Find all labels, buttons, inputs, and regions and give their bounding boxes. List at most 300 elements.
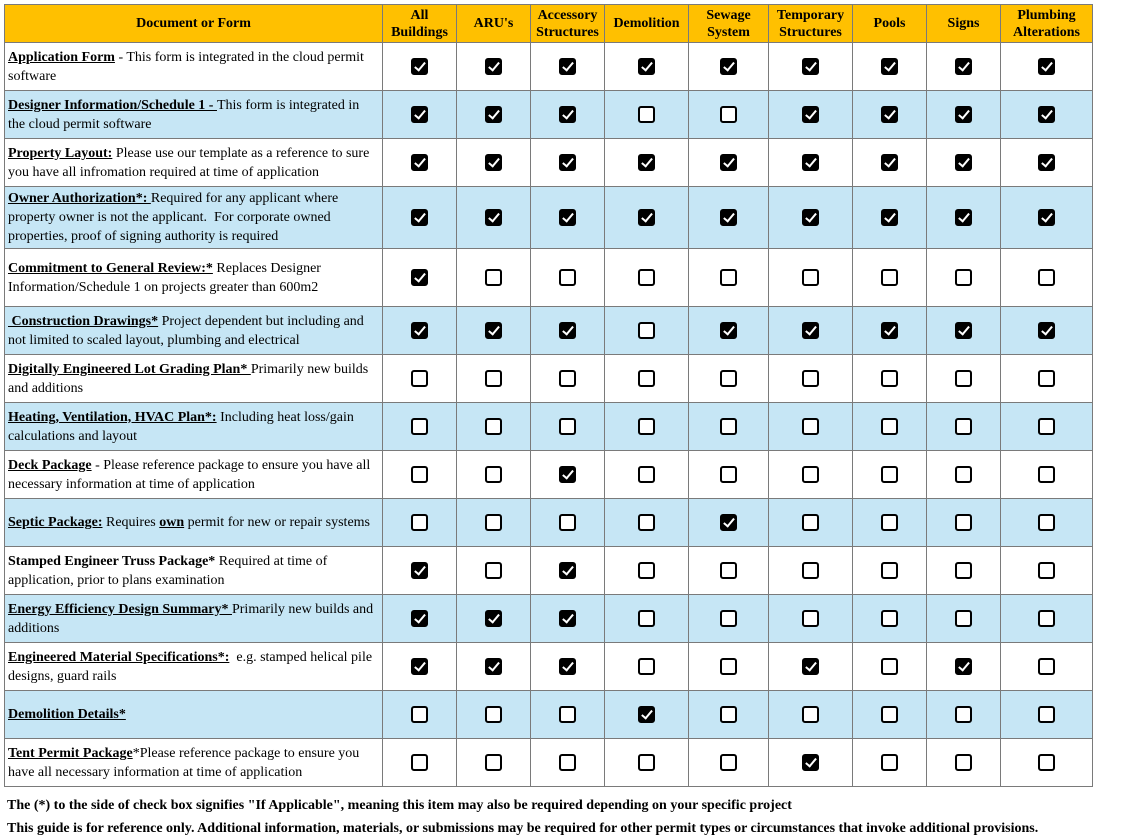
- checked-checkbox[interactable]: [802, 754, 819, 771]
- unchecked-checkbox[interactable]: [638, 658, 655, 675]
- requirement-cell: [769, 595, 853, 643]
- unchecked-checkbox[interactable]: [1038, 269, 1055, 286]
- document-description: Including heat loss/gain calculations and layout: [8, 409, 358, 444]
- checked-checkbox[interactable]: [411, 209, 428, 226]
- requirement-cell: [383, 187, 457, 249]
- checked-checkbox[interactable]: [559, 610, 576, 627]
- unchecked-checkbox[interactable]: [955, 706, 972, 723]
- requirement-cell: [383, 739, 457, 787]
- checked-checkbox[interactable]: [720, 514, 737, 531]
- document-title: Application Form: [8, 49, 115, 65]
- header-permit-type-label: Accessory: [537, 7, 598, 23]
- document-title: own: [159, 515, 185, 530]
- document-title: Energy Efficiency Design Summary*: [8, 601, 232, 617]
- unchecked-checkbox[interactable]: [881, 269, 898, 286]
- requirement-cell: [383, 643, 457, 691]
- unchecked-checkbox[interactable]: [720, 418, 737, 435]
- requirement-cell: [1001, 691, 1093, 739]
- header-permit-type-label: System: [707, 24, 750, 40]
- unchecked-checkbox[interactable]: [955, 370, 972, 387]
- checked-checkbox[interactable]: [485, 106, 502, 123]
- unchecked-checkbox[interactable]: [881, 754, 898, 771]
- unchecked-checkbox[interactable]: [955, 418, 972, 435]
- checked-checkbox[interactable]: [638, 58, 655, 75]
- requirement-cell: [1001, 355, 1093, 403]
- document-title: Commitment to General Review:*: [8, 260, 213, 276]
- table-row: [5, 643, 1093, 691]
- requirement-cell: [689, 355, 769, 403]
- checked-checkbox[interactable]: [559, 58, 576, 75]
- checked-checkbox[interactable]: [720, 209, 737, 226]
- requirement-cell: [853, 307, 927, 355]
- checked-checkbox[interactable]: [955, 658, 972, 675]
- requirement-cell: [769, 187, 853, 249]
- document-name-cell: [5, 307, 383, 355]
- unchecked-checkbox[interactable]: [720, 658, 737, 675]
- checked-checkbox[interactable]: [1038, 58, 1055, 75]
- header-permit-type: [383, 5, 457, 43]
- requirement-cell: [769, 403, 853, 451]
- document-name-cell: [5, 739, 383, 787]
- requirement-cell: [457, 139, 531, 187]
- document-description: Replaces Designer Information/Schedule 1 on projects greater than 600m2: [8, 260, 325, 295]
- checked-checkbox[interactable]: [411, 322, 428, 339]
- unchecked-checkbox[interactable]: [638, 562, 655, 579]
- requirement-cell: [383, 499, 457, 547]
- unchecked-checkbox[interactable]: [485, 706, 502, 723]
- unchecked-checkbox[interactable]: [1038, 610, 1055, 627]
- permit-requirements-table: [4, 4, 1093, 787]
- header-permit-type: [927, 5, 1001, 43]
- unchecked-checkbox[interactable]: [559, 269, 576, 286]
- unchecked-checkbox[interactable]: [411, 370, 428, 387]
- table-row: [5, 547, 1093, 595]
- requirement-cell: [853, 139, 927, 187]
- checked-checkbox[interactable]: [559, 562, 576, 579]
- checked-checkbox[interactable]: [638, 209, 655, 226]
- requirement-cell: [853, 249, 927, 307]
- checked-checkbox[interactable]: [485, 610, 502, 627]
- header-permit-type: [531, 5, 605, 43]
- header-document-or-form: Document or Form: [5, 5, 383, 43]
- table-header-row: [5, 5, 1093, 43]
- unchecked-checkbox[interactable]: [881, 610, 898, 627]
- checked-checkbox[interactable]: [1038, 154, 1055, 171]
- requirement-cell: [531, 249, 605, 307]
- requirement-cell: [383, 249, 457, 307]
- unchecked-checkbox[interactable]: [559, 418, 576, 435]
- requirement-cell: [927, 187, 1001, 249]
- checked-checkbox[interactable]: [411, 610, 428, 627]
- checked-checkbox[interactable]: [802, 58, 819, 75]
- requirement-cell: [605, 739, 689, 787]
- table-row: [5, 403, 1093, 451]
- checked-checkbox[interactable]: [720, 322, 737, 339]
- checked-checkbox[interactable]: [881, 106, 898, 123]
- table-row: [5, 187, 1093, 249]
- unchecked-checkbox[interactable]: [955, 610, 972, 627]
- footnote-if-applicable: The (*) to the side of check box signifies "If Applicable", meaning this item may also be required depending on your specific project: [7, 798, 792, 813]
- checked-checkbox[interactable]: [559, 466, 576, 483]
- unchecked-checkbox[interactable]: [881, 562, 898, 579]
- header-permit-type: [769, 5, 853, 43]
- unchecked-checkbox[interactable]: [955, 269, 972, 286]
- document-name-cell: [5, 187, 383, 249]
- document-description: e.g. stamped helical pile designs, guard rails: [8, 649, 376, 684]
- requirement-cell: [531, 691, 605, 739]
- unchecked-checkbox[interactable]: [955, 562, 972, 579]
- unchecked-checkbox[interactable]: [411, 418, 428, 435]
- unchecked-checkbox[interactable]: [638, 269, 655, 286]
- requirement-cell: [1001, 43, 1093, 91]
- requirement-cell: [605, 43, 689, 91]
- requirement-cell: [853, 451, 927, 499]
- unchecked-checkbox[interactable]: [411, 466, 428, 483]
- unchecked-checkbox[interactable]: [802, 514, 819, 531]
- document-name-cell: [5, 547, 383, 595]
- requirement-cell: [383, 451, 457, 499]
- checked-checkbox[interactable]: [559, 209, 576, 226]
- unchecked-checkbox[interactable]: [559, 706, 576, 723]
- requirement-cell: [769, 355, 853, 403]
- document-description: - This form is integrated in the cloud permit software: [8, 49, 368, 84]
- checked-checkbox[interactable]: [485, 58, 502, 75]
- checked-checkbox[interactable]: [1038, 322, 1055, 339]
- table-row: [5, 139, 1093, 187]
- unchecked-checkbox[interactable]: [881, 514, 898, 531]
- requirement-cell: [457, 355, 531, 403]
- header-permit-type-label: Temporary: [776, 7, 845, 23]
- checked-checkbox[interactable]: [720, 154, 737, 171]
- header-permit-type-label: Structures: [779, 24, 842, 40]
- document-name-cell: [5, 249, 383, 307]
- unchecked-checkbox[interactable]: [802, 562, 819, 579]
- unchecked-checkbox[interactable]: [638, 106, 655, 123]
- requirement-cell: [927, 739, 1001, 787]
- document-description: Please use our template as a reference to sure you have all infromation required at time of application: [8, 145, 373, 180]
- table-body: [5, 43, 1093, 787]
- unchecked-checkbox[interactable]: [720, 706, 737, 723]
- checked-checkbox[interactable]: [559, 154, 576, 171]
- document-description: permit for new or repair systems: [184, 515, 370, 530]
- unchecked-checkbox[interactable]: [881, 418, 898, 435]
- requirement-cell: [531, 355, 605, 403]
- document-title: Heating, Ventilation, HVAC Plan*:: [8, 409, 217, 425]
- unchecked-checkbox[interactable]: [720, 562, 737, 579]
- checked-checkbox[interactable]: [559, 106, 576, 123]
- requirement-cell: [853, 739, 927, 787]
- document-description: - Please reference package to ensure you have all necessary information at time of application: [8, 457, 374, 492]
- table-row: [5, 595, 1093, 643]
- requirement-cell: [689, 43, 769, 91]
- unchecked-checkbox[interactable]: [1038, 514, 1055, 531]
- header-permit-type-label: All: [410, 7, 429, 23]
- requirement-cell: [689, 547, 769, 595]
- unchecked-checkbox[interactable]: [485, 269, 502, 286]
- document-name-cell: [5, 643, 383, 691]
- checked-checkbox[interactable]: [1038, 106, 1055, 123]
- header-permit-type-label: Demolition: [613, 16, 680, 31]
- unchecked-checkbox[interactable]: [720, 106, 737, 123]
- requirement-cell: [769, 451, 853, 499]
- requirement-cell: [689, 739, 769, 787]
- document-title: Property Layout:: [8, 145, 113, 161]
- unchecked-checkbox[interactable]: [955, 754, 972, 771]
- unchecked-checkbox[interactable]: [1038, 418, 1055, 435]
- checked-checkbox[interactable]: [1038, 209, 1055, 226]
- document-title: Owner Authorization*:: [8, 191, 151, 206]
- unchecked-checkbox[interactable]: [720, 610, 737, 627]
- table-row: [5, 91, 1093, 139]
- requirement-cell: [769, 249, 853, 307]
- requirement-cell: [927, 307, 1001, 355]
- requirement-cell: [457, 249, 531, 307]
- unchecked-checkbox[interactable]: [881, 658, 898, 675]
- unchecked-checkbox[interactable]: [955, 466, 972, 483]
- checked-checkbox[interactable]: [802, 209, 819, 226]
- requirement-cell: [927, 451, 1001, 499]
- unchecked-checkbox[interactable]: [638, 514, 655, 531]
- requirement-cell: [605, 691, 689, 739]
- table-row: [5, 307, 1093, 355]
- document-description: Requires: [102, 515, 160, 530]
- table-row: [5, 43, 1093, 91]
- document-description: This form is integrated in the cloud permit software: [8, 97, 363, 132]
- requirement-cell: [1001, 139, 1093, 187]
- unchecked-checkbox[interactable]: [881, 466, 898, 483]
- unchecked-checkbox[interactable]: [411, 754, 428, 771]
- checked-checkbox[interactable]: [955, 322, 972, 339]
- requirement-cell: [531, 499, 605, 547]
- unchecked-checkbox[interactable]: [485, 370, 502, 387]
- unchecked-checkbox[interactable]: [802, 706, 819, 723]
- checked-checkbox[interactable]: [720, 58, 737, 75]
- unchecked-checkbox[interactable]: [802, 610, 819, 627]
- requirement-cell: [689, 499, 769, 547]
- unchecked-checkbox[interactable]: [720, 466, 737, 483]
- requirement-cell: [1001, 249, 1093, 307]
- checked-checkbox[interactable]: [411, 154, 428, 171]
- requirement-cell: [1001, 451, 1093, 499]
- document-name-cell: [5, 595, 383, 643]
- requirement-cell: [531, 739, 605, 787]
- document-name-cell: [5, 403, 383, 451]
- checked-checkbox[interactable]: [411, 562, 428, 579]
- unchecked-checkbox[interactable]: [638, 754, 655, 771]
- requirement-cell: [531, 139, 605, 187]
- checked-checkbox[interactable]: [559, 658, 576, 675]
- unchecked-checkbox[interactable]: [881, 706, 898, 723]
- unchecked-checkbox[interactable]: [638, 466, 655, 483]
- checked-checkbox[interactable]: [411, 106, 428, 123]
- requirement-cell: [383, 355, 457, 403]
- unchecked-checkbox[interactable]: [802, 466, 819, 483]
- requirement-cell: [689, 451, 769, 499]
- checked-checkbox[interactable]: [411, 58, 428, 75]
- requirement-cell: [531, 91, 605, 139]
- unchecked-checkbox[interactable]: [638, 370, 655, 387]
- document-description: *Please reference package to ensure you have all necessary information at time of application: [8, 745, 363, 780]
- requirement-cell: [927, 139, 1001, 187]
- checked-checkbox[interactable]: [802, 154, 819, 171]
- requirement-cell: [457, 595, 531, 643]
- requirement-cell: [457, 307, 531, 355]
- document-title: Tent Permit Package: [8, 745, 133, 761]
- document-title: Septic Package:: [8, 515, 103, 530]
- document-title: Construction Drawings*: [8, 313, 159, 329]
- checked-checkbox[interactable]: [881, 154, 898, 171]
- checked-checkbox[interactable]: [955, 106, 972, 123]
- requirement-cell: [689, 595, 769, 643]
- requirement-cell: [531, 187, 605, 249]
- requirement-cell: [383, 691, 457, 739]
- requirement-cell: [853, 595, 927, 643]
- requirement-cell: [1001, 187, 1093, 249]
- unchecked-checkbox[interactable]: [411, 514, 428, 531]
- requirement-cell: [689, 187, 769, 249]
- requirement-cell: [769, 91, 853, 139]
- checked-checkbox[interactable]: [881, 322, 898, 339]
- unchecked-checkbox[interactable]: [1038, 658, 1055, 675]
- checked-checkbox[interactable]: [485, 154, 502, 171]
- requirement-cell: [927, 355, 1001, 403]
- checked-checkbox[interactable]: [638, 154, 655, 171]
- requirement-cell: [531, 547, 605, 595]
- checked-checkbox[interactable]: [485, 209, 502, 226]
- requirement-cell: [853, 643, 927, 691]
- checked-checkbox[interactable]: [802, 658, 819, 675]
- requirement-cell: [853, 403, 927, 451]
- checked-checkbox[interactable]: [638, 706, 655, 723]
- document-title: Stamped Engineer Truss Package*: [8, 553, 216, 569]
- checked-checkbox[interactable]: [485, 658, 502, 675]
- requirement-cell: [1001, 403, 1093, 451]
- header-permit-type: [605, 5, 689, 43]
- checked-checkbox[interactable]: [881, 209, 898, 226]
- footnote-disclaimer: This guide is for reference only. Additional information, materials, or submissions may be required for other permit types or circumstances that invoke additional provisions.: [7, 821, 1039, 836]
- requirement-cell: [1001, 595, 1093, 643]
- document-description: Required at time of application, prior to plans examination: [8, 553, 331, 588]
- unchecked-checkbox[interactable]: [485, 466, 502, 483]
- requirement-cell: [1001, 91, 1093, 139]
- checked-checkbox[interactable]: [881, 58, 898, 75]
- checked-checkbox[interactable]: [955, 209, 972, 226]
- requirement-cell: [1001, 547, 1093, 595]
- checked-checkbox[interactable]: [955, 154, 972, 171]
- checked-checkbox[interactable]: [802, 322, 819, 339]
- checked-checkbox[interactable]: [559, 322, 576, 339]
- document-name-cell: [5, 139, 383, 187]
- requirement-cell: [383, 307, 457, 355]
- unchecked-checkbox[interactable]: [955, 514, 972, 531]
- requirement-cell: [769, 139, 853, 187]
- requirement-cell: [383, 403, 457, 451]
- requirement-cell: [531, 595, 605, 643]
- unchecked-checkbox[interactable]: [720, 754, 737, 771]
- unchecked-checkbox[interactable]: [720, 269, 737, 286]
- unchecked-checkbox[interactable]: [802, 370, 819, 387]
- unchecked-checkbox[interactable]: [485, 514, 502, 531]
- document-title: Digitally Engineered Lot Grading Plan*: [8, 361, 251, 377]
- requirement-cell: [853, 691, 927, 739]
- requirement-cell: [457, 547, 531, 595]
- document-name-cell: [5, 691, 383, 739]
- requirement-cell: [605, 451, 689, 499]
- requirement-cell: [457, 91, 531, 139]
- unchecked-checkbox[interactable]: [411, 706, 428, 723]
- requirement-cell: [605, 139, 689, 187]
- unchecked-checkbox[interactable]: [802, 418, 819, 435]
- unchecked-checkbox[interactable]: [1038, 562, 1055, 579]
- requirement-cell: [383, 43, 457, 91]
- header-permit-type: [853, 5, 927, 43]
- requirement-cell: [927, 91, 1001, 139]
- requirement-cell: [1001, 499, 1093, 547]
- unchecked-checkbox[interactable]: [1038, 754, 1055, 771]
- requirement-cell: [605, 547, 689, 595]
- requirement-cell: [927, 499, 1001, 547]
- unchecked-checkbox[interactable]: [720, 370, 737, 387]
- requirement-cell: [853, 547, 927, 595]
- unchecked-checkbox[interactable]: [485, 562, 502, 579]
- unchecked-checkbox[interactable]: [559, 370, 576, 387]
- checked-checkbox[interactable]: [411, 269, 428, 286]
- requirement-cell: [927, 643, 1001, 691]
- unchecked-checkbox[interactable]: [559, 754, 576, 771]
- document-title: Designer Information/Schedule 1 -: [8, 97, 217, 113]
- requirement-cell: [531, 643, 605, 691]
- document-title: Deck Package: [8, 457, 92, 473]
- document-title: Demolition Details*: [8, 707, 126, 722]
- requirement-cell: [769, 43, 853, 91]
- checked-checkbox[interactable]: [955, 58, 972, 75]
- document-name-cell: [5, 355, 383, 403]
- requirement-cell: [531, 43, 605, 91]
- checked-checkbox[interactable]: [485, 322, 502, 339]
- unchecked-checkbox[interactable]: [559, 514, 576, 531]
- requirement-cell: [531, 307, 605, 355]
- requirement-cell: [689, 91, 769, 139]
- checked-checkbox[interactable]: [802, 106, 819, 123]
- requirement-cell: [531, 451, 605, 499]
- requirement-cell: [853, 499, 927, 547]
- unchecked-checkbox[interactable]: [485, 754, 502, 771]
- unchecked-checkbox[interactable]: [638, 322, 655, 339]
- unchecked-checkbox[interactable]: [1038, 370, 1055, 387]
- requirement-cell: [927, 691, 1001, 739]
- unchecked-checkbox[interactable]: [1038, 706, 1055, 723]
- requirement-cell: [457, 187, 531, 249]
- requirement-cell: [457, 691, 531, 739]
- header-permit-type-label: Signs: [947, 16, 980, 31]
- unchecked-checkbox[interactable]: [638, 610, 655, 627]
- document-description: Project dependent but including and not limited to scaled layout, plumbing and electrical: [8, 313, 368, 348]
- unchecked-checkbox[interactable]: [881, 370, 898, 387]
- requirement-cell: [689, 307, 769, 355]
- requirement-cell: [457, 403, 531, 451]
- header-permit-type-label: ARU's: [473, 16, 514, 31]
- header-permit-type-label: Sewage: [706, 7, 751, 23]
- unchecked-checkbox[interactable]: [638, 418, 655, 435]
- requirement-cell: [605, 91, 689, 139]
- unchecked-checkbox[interactable]: [485, 418, 502, 435]
- requirement-cell: [769, 691, 853, 739]
- checked-checkbox[interactable]: [411, 658, 428, 675]
- table-row: [5, 739, 1093, 787]
- table-row: [5, 499, 1093, 547]
- unchecked-checkbox[interactable]: [802, 269, 819, 286]
- unchecked-checkbox[interactable]: [1038, 466, 1055, 483]
